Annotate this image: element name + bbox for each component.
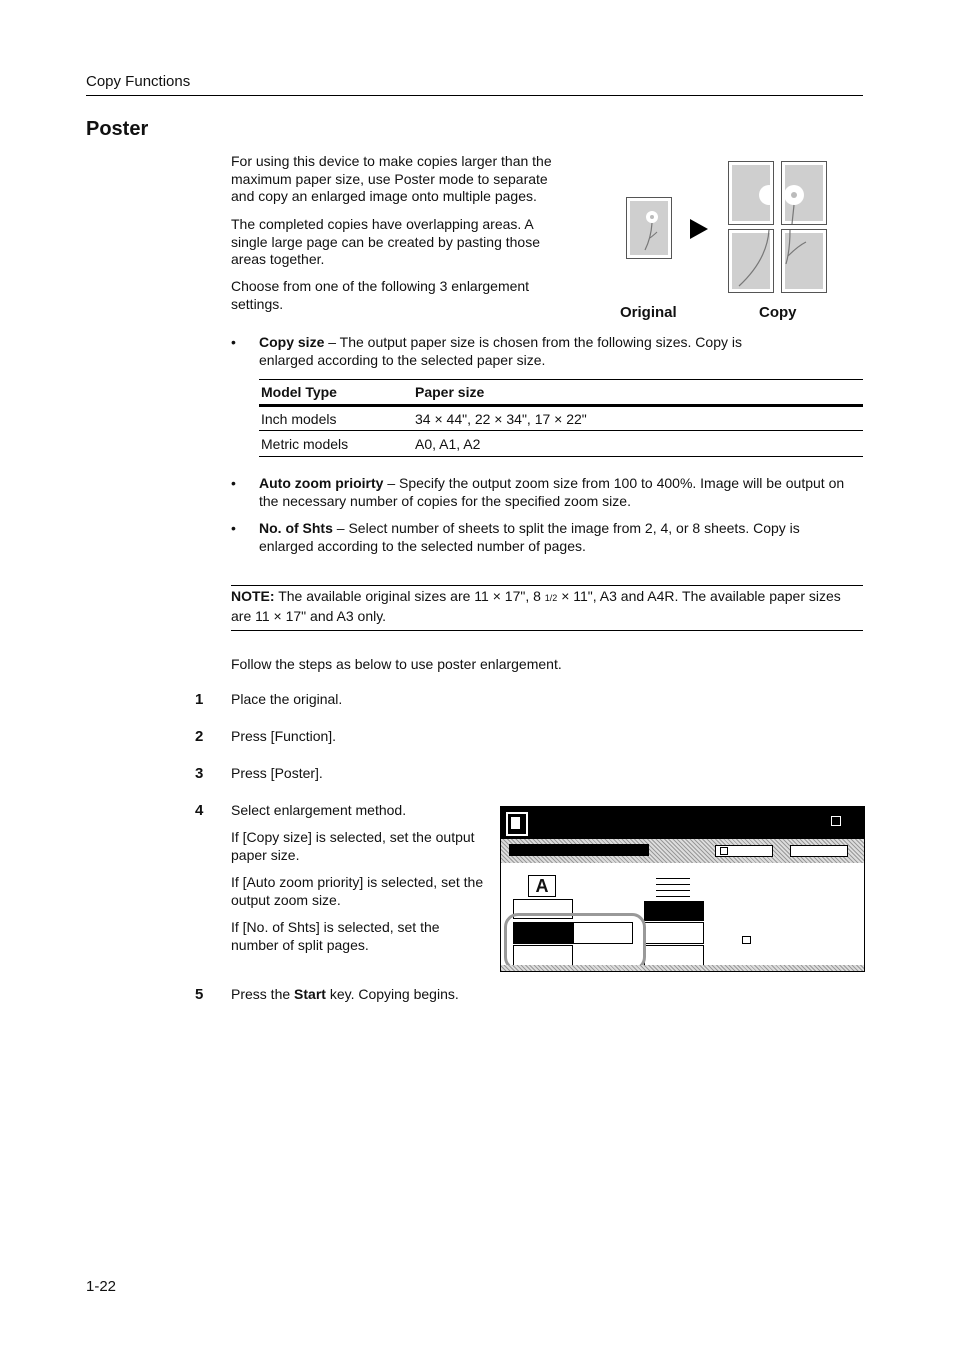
panel-tab-button[interactable]	[715, 845, 773, 857]
letter-a-icon: A	[528, 875, 556, 897]
step-sub-text: If [No. of Shts] is selected, set the number of split pages.	[231, 919, 440, 953]
highlight-outline	[504, 913, 646, 971]
arrow-right-icon	[690, 219, 708, 239]
bullet: •	[231, 334, 236, 350]
note-text: The available original sizes are 11 × 17", 8	[274, 588, 545, 604]
paper-icon	[742, 936, 751, 944]
note-rule-bottom	[231, 630, 863, 631]
section-header: Copy Functions	[86, 73, 191, 90]
table-cell: 34 × 44", 22 × 34", 17 × 22"	[415, 410, 587, 427]
paper-size-table	[259, 379, 863, 457]
bullet-term: Auto zoom prioirty	[259, 475, 384, 491]
table-cell: Metric models	[261, 435, 349, 452]
step-text	[231, 986, 459, 1002]
table-header: Model Type	[261, 384, 337, 400]
step-text: Place the original.	[231, 691, 343, 707]
copy-page-icon	[781, 229, 827, 293]
table-cell: A0, A1, A2	[415, 435, 481, 452]
header-rule	[86, 95, 863, 96]
step-number: 5	[195, 986, 204, 1003]
page-number: 1-22	[86, 1278, 117, 1295]
step-sub-text: If [Auto zoom priority] is selected, set the output zoom size.	[231, 874, 484, 908]
no-of-shts-option[interactable]	[644, 945, 704, 967]
note-rule-top	[231, 585, 863, 586]
panel-bottom-bar	[501, 965, 864, 971]
no-of-shts-option[interactable]	[644, 922, 704, 944]
split-pages-icon	[656, 873, 690, 897]
step-sub-text: If [Copy size] is selected, set the output paper size.	[231, 829, 475, 863]
note-label: NOTE:	[231, 588, 275, 604]
bullet-term: Copy size	[259, 334, 325, 350]
table-cell: Inch models	[261, 410, 337, 427]
bullet-text: – Specify the output zoom size from 100 to 400%. Image will be output on the necessary number of copies for the specified zoom size.	[259, 475, 845, 509]
step-text-part: key. Copying begins.	[325, 986, 459, 1002]
operation-panel-screenshot	[500, 806, 865, 972]
bullet-auto-zoom	[259, 475, 863, 510]
follow-text: Follow the steps as below to use poster enlargement.	[231, 656, 562, 672]
intro-paragraph-2: The completed copies have overlapping areas. A single large page can be created by pasting those areas together.	[231, 216, 540, 267]
bullet-copy-size	[259, 334, 749, 369]
note-block	[231, 588, 863, 625]
intro-paragraph-1: For using this device to make copies larger than the maximum paper size, use Poster mode to separate and copy an enlarged image onto multiple pages.	[231, 153, 552, 204]
step-text: Select enlargement method.	[231, 802, 407, 818]
no-of-shts-option-selected[interactable]	[644, 901, 704, 921]
table-row	[259, 431, 863, 457]
step-number: 2	[195, 728, 204, 745]
bullet-no-of-shts	[259, 520, 839, 555]
original-page-icon	[626, 197, 672, 259]
start-key-label: Start	[294, 986, 326, 1002]
panel-tab-button[interactable]	[790, 845, 848, 857]
table-row	[259, 407, 863, 431]
copy-page-icon	[728, 229, 774, 293]
original-icon	[506, 812, 528, 836]
figure-label-copy: Copy	[759, 304, 797, 321]
table-header: Paper size	[415, 384, 485, 400]
note-fraction: 1/2	[544, 593, 558, 603]
bullet: •	[231, 475, 236, 491]
copy-page-icon	[781, 161, 827, 225]
intro-paragraph-3: Choose from one of the following 3 enlargement settings.	[231, 278, 530, 312]
copy-page-icon	[728, 161, 774, 225]
step-number: 3	[195, 765, 204, 782]
bullet: •	[231, 520, 236, 536]
page-title: Poster	[86, 118, 149, 140]
bullet-text: – The output paper size is chosen from the following sizes. Copy is enlarged according to the selected paper size.	[259, 334, 742, 368]
bullet-text: – Select number of sheets to split the image from 2, 4, or 8 sheets. Copy is enlarged according to the selected number of pages.	[259, 520, 800, 554]
step-number: 4	[195, 802, 204, 819]
step-number: 1	[195, 691, 204, 708]
step-text: Press [Function].	[231, 728, 337, 744]
note-text: × 11", A3 and A4R. The available paper sizes are 11 × 17" and A3 only.	[231, 588, 841, 624]
step-text: Press [Poster].	[231, 765, 323, 781]
panel-tab-active[interactable]	[509, 844, 649, 856]
bullet-term: No. of Shts	[259, 520, 333, 536]
step-text-part: Press the	[231, 986, 295, 1002]
panel-title-bar	[501, 807, 864, 839]
memory-icon	[831, 816, 841, 826]
figure-label-original: Original	[620, 304, 677, 321]
table-header-row	[259, 380, 863, 404]
